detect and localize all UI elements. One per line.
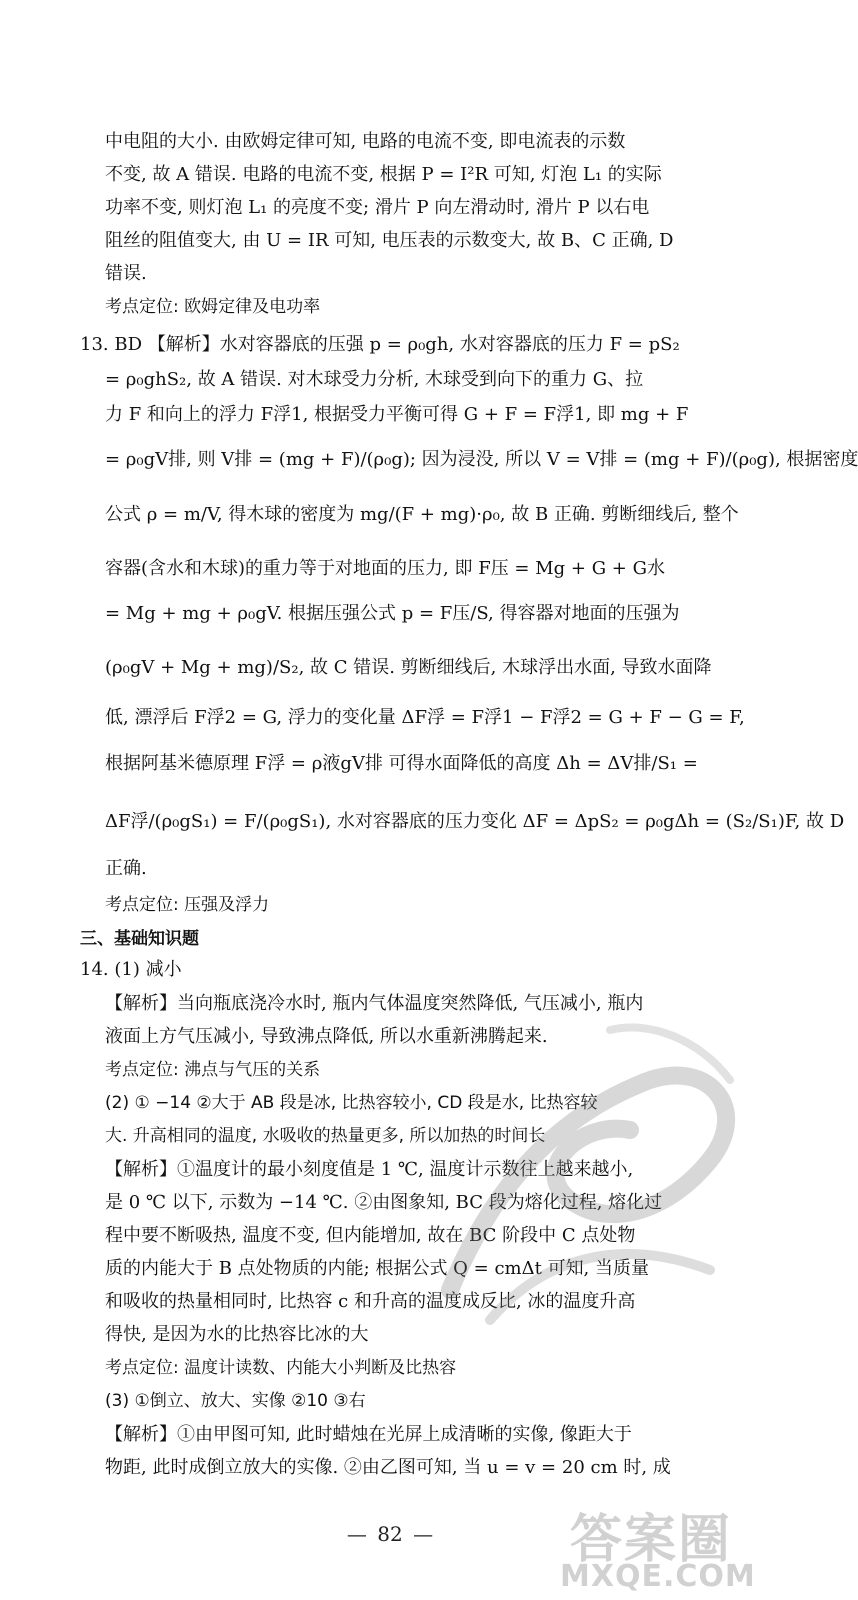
text-line: 质的内能大于 B 点处物质的内能; 根据公式 Q = cmΔt 可知, 当质量 [105, 1258, 650, 1279]
text-line: ΔF浮/(ρ₀gS₁) = F/(ρ₀gS₁), 水对容器底的压力变化 ΔF = ΔpS₂ = ρ₀gΔh = (S₂/S₁)F, 故 D [105, 811, 845, 832]
answer-line: (2) ① −14 ②大于 AB 段是冰, 比热容较小, CD 段是水, 比热容较 [105, 1093, 598, 1113]
text-line: 中电阻的大小. 由欧姆定律可知, 电路的电流不变, 即电流表的示数 [105, 131, 626, 152]
page-number: — 82 — [346, 1522, 434, 1546]
text-line: 物距, 此时成倒立放大的实像. ②由乙图可知, 当 u = v = 20 cm 时, 成 [105, 1457, 671, 1478]
text-line: 容器(含水和木球)的重力等于对地面的压力, 即 F压 = Mg + G + G水 [105, 558, 665, 579]
key-point-label: 考点定位: 沸点与气压的关系 [105, 1060, 321, 1080]
text-line: 正确. [105, 858, 147, 879]
text-line: 根据阿基米德原理 F浮 = ρ液gV排 可得水面降低的高度 Δh = ΔV排/S₁ = [105, 753, 698, 774]
key-point-label: 考点定位: 欧姆定律及电功率 [105, 297, 321, 317]
text-line: 液面上方气压减小, 导致沸点降低, 所以水重新沸腾起来. [105, 1026, 548, 1047]
answer-line: (3) ①倒立、放大、实像 ②10 ③右 [105, 1391, 366, 1411]
text-line: 【解析】①由甲图可知, 此时蜡烛在光屏上成清晰的实像, 像距大于 [105, 1424, 632, 1445]
watermark-logo [560, 1495, 770, 1595]
text-line: 阻丝的阻值变大, 由 U = IR 可知, 电压表的示数变大, 故 B、C 正确, D [105, 230, 674, 251]
text-line: = ρ₀gV排, 则 V排 = (mg + F)/(ρ₀g); 因为浸没, 所以 V = V排 = (mg + F)/(ρ₀g), 根据密度 [105, 449, 858, 470]
text-line: (ρ₀gV + Mg + mg)/S₂, 故 C 错误. 剪断细线后, 木球浮出水面, 导致水面降 [105, 657, 712, 678]
text-line: 【解析】①温度计的最小刻度值是 1 ℃, 温度计示数往上越来越小, [105, 1159, 634, 1180]
watermark-url: MXQE.COM [560, 1559, 756, 1594]
text-line: 【解析】当向瓶底浇冷水时, 瓶内气体温度突然降低, 气压减小, 瓶内 [105, 993, 644, 1014]
key-point-label: 考点定位: 压强及浮力 [105, 895, 270, 915]
text-line: 不变, 故 A 错误. 电路的电流不变, 根据 P = I²R 可知, 灯泡 L₁ 的实际 [105, 164, 662, 185]
text-line: 得快, 是因为水的比热容比冰的大 [105, 1324, 369, 1345]
text-line: = ρ₀ghS₂, 故 A 错误. 对木球受力分析, 木球受到向下的重力 G、拉 [105, 369, 644, 390]
text-line: 是 0 ℃ 以下, 示数为 −14 ℃. ②由图象知, BC 段为熔化过程, 熔化过 [105, 1192, 663, 1213]
text-line: 公式 ρ = m/V, 得木球的密度为 mg/(F + mg)·ρ₀, 故 B 正确. 剪断细线后, 整个 [105, 504, 739, 525]
key-point-label: 考点定位: 温度计读数、内能大小判断及比热容 [105, 1358, 457, 1378]
text-line: 和吸收的热量相同时, 比热容 c 和升高的温度成反比, 冰的温度升高 [105, 1291, 636, 1312]
text-line: 功率不变, 则灯泡 L₁ 的亮度不变; 滑片 P 向左滑动时, 滑片 P 以右电 [105, 197, 650, 218]
text-line: 错误. [105, 263, 147, 284]
text-line: = Mg + mg + ρ₀gV. 根据压强公式 p = F压/S, 得容器对地面的压强为 [105, 603, 680, 624]
text-line: 力 F 和向上的浮力 F浮1, 根据受力平衡可得 G + F = F浮1, 即 mg + F [105, 404, 689, 425]
answer-line: 大. 升高相同的温度, 水吸收的热量更多, 所以加热的时间长 [105, 1126, 546, 1146]
question-14-heading: 14. (1) 减小 [80, 959, 182, 980]
text-line: 低, 漂浮后 F浮2 = G, 浮力的变化量 ΔF浮 = F浮1 − F浮2 = G + F − G = F, [105, 707, 745, 728]
section-heading: 三、基础知识题 [80, 929, 199, 949]
watermark-logo-mark: 答案圈 [570, 1510, 733, 1570]
question-13-heading: 13. BD 【解析】水对容器底的压强 p = ρ₀gh, 水对容器底的压力 F = pS₂ [80, 334, 680, 355]
text-line: 程中要不断吸热, 温度不变, 但内能增加, 故在 BC 阶段中 C 点处物 [105, 1225, 636, 1246]
